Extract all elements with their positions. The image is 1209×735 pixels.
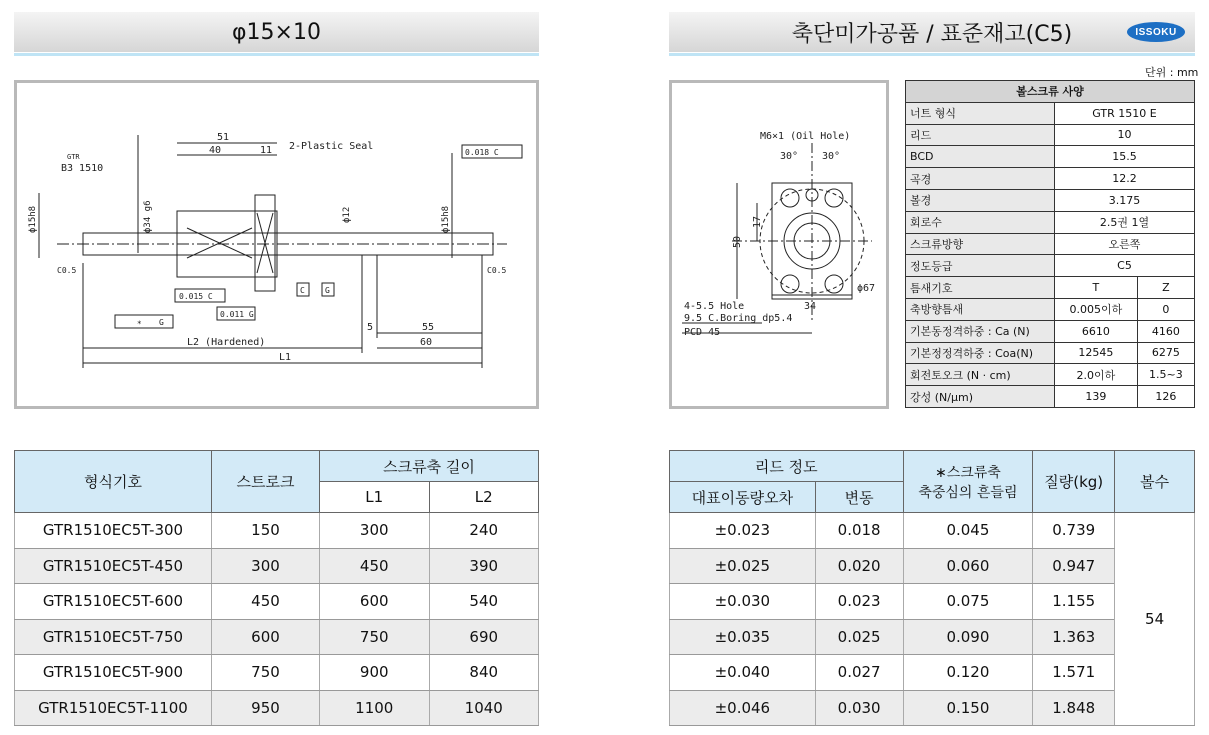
dim-l1: L1: [279, 352, 292, 363]
accuracy-cell: 1.155: [1033, 584, 1115, 620]
accuracy-cell: 0.025: [815, 619, 903, 655]
spec-value: Z: [1137, 277, 1194, 299]
spec-label: 리드: [906, 124, 1055, 146]
accuracy-cell: 0.090: [903, 619, 1033, 655]
accuracy-cell: 0.045: [903, 513, 1033, 549]
dim-60: 60: [420, 337, 433, 348]
accuracy-cell: ±0.023: [670, 513, 816, 549]
models-table: [14, 450, 539, 726]
ball-count: 54: [1115, 513, 1195, 726]
spec-value: 0: [1137, 298, 1194, 320]
spec-label: 기본동정격하중 : Ca (N): [906, 320, 1055, 342]
issoku-logo: [1127, 22, 1185, 42]
accuracy-row: [670, 513, 1195, 549]
length-header: 스크류축 길이: [320, 451, 539, 482]
flange-drawing: [669, 80, 889, 409]
title-right-text: 축단미가공품 / 표준재고(C5): [791, 21, 1073, 47]
spec-label: 볼경: [906, 189, 1055, 211]
mass-header: 질량(kg): [1033, 451, 1115, 513]
dia-15-left: ϕ15h8: [28, 205, 38, 233]
runout-c-right: 0.018 C: [465, 148, 499, 157]
accuracy-cell: ±0.046: [670, 690, 816, 726]
accuracy-cell: 0.018: [815, 513, 903, 549]
dia-15-right: ϕ15h8: [441, 205, 451, 233]
model-row: [15, 690, 539, 726]
accuracy-cell: 0.030: [815, 690, 903, 726]
model-cell: 540: [429, 584, 539, 620]
ballscrew-drawing: [14, 80, 539, 409]
model-cell: 950: [212, 690, 320, 726]
accuracy-cell: 0.947: [1033, 548, 1115, 584]
lead-header: 리드 정도: [670, 451, 904, 482]
spec-value: 3.175: [1055, 189, 1195, 211]
model-cell: GTR1510EC5T-750: [15, 619, 212, 655]
spec-label: 축방향틈새: [906, 298, 1055, 320]
accuracy-cell: 1.848: [1033, 690, 1115, 726]
spec-value: GTR 1510 E: [1055, 102, 1195, 124]
dim-40: 40: [209, 145, 222, 156]
thread-label: B3 1510: [61, 163, 104, 174]
model-cell: 840: [429, 655, 539, 691]
rep-error-header: 대표이동량오차: [670, 482, 816, 513]
model-cell: 390: [429, 548, 539, 584]
accuracy-cell: ±0.025: [670, 548, 816, 584]
accuracy-cell: 1.363: [1033, 619, 1115, 655]
spec-label: 회전토오크 (N · cm): [906, 364, 1055, 386]
spec-row: [906, 102, 1195, 124]
spec-row: [906, 298, 1195, 320]
model-cell: GTR1510EC5T-600: [15, 584, 212, 620]
spec-value: 12545: [1055, 342, 1138, 364]
dim-51: 51: [217, 132, 230, 143]
angle-left: 30°: [780, 151, 799, 162]
accuracy-cell: 0.027: [815, 655, 903, 691]
spec-label: BCD: [906, 146, 1055, 168]
model-cell: GTR1510EC5T-450: [15, 548, 212, 584]
spec-row: [906, 277, 1195, 299]
boring-label: 9.5 C.Boring dp5.4: [684, 313, 793, 324]
spec-label: 정도등급: [906, 255, 1055, 277]
spec-value: 0.005이하: [1055, 298, 1138, 320]
dia-34: ϕ34 g6: [143, 200, 153, 233]
runout-g: 0.011 G: [220, 310, 254, 319]
accuracy-cell: 0.075: [903, 584, 1033, 620]
spec-value: 2.0이하: [1055, 364, 1138, 386]
spec-row: [906, 189, 1195, 211]
spec-value: 12.2: [1055, 168, 1195, 190]
spec-value: 126: [1137, 386, 1194, 408]
model-cell: 450: [212, 584, 320, 620]
ballscrew-spec-table: [905, 80, 1195, 408]
model-cell: 1040: [429, 690, 539, 726]
model-row: [15, 619, 539, 655]
spec-label: 스크류방향: [906, 233, 1055, 255]
dim-5: 5: [367, 322, 374, 333]
variation-header: 변동: [815, 482, 903, 513]
dim-55: 55: [422, 322, 435, 333]
model-row: [15, 513, 539, 549]
accuracy-cell: ±0.040: [670, 655, 816, 691]
model-row: [15, 584, 539, 620]
accuracy-cell: 0.060: [903, 548, 1033, 584]
spec-value: C5: [1055, 255, 1195, 277]
spec-row: [906, 146, 1195, 168]
datum-g: G: [159, 318, 164, 327]
spec-row: [906, 320, 1195, 342]
spec-row: [906, 386, 1195, 408]
spec-row: [906, 364, 1195, 386]
flange-drawing-svg: [672, 83, 886, 406]
datum-g-box: G: [325, 286, 330, 295]
spec-row: [906, 255, 1195, 277]
l1-header: L1: [320, 482, 430, 513]
oil-hole-label: M6×1 (Oil Hole): [760, 131, 851, 142]
star-mark: ∗: [137, 318, 142, 327]
spec-value: 1.5~3: [1137, 364, 1194, 386]
runout-header: ∗스크류축 축중심의 흔들림: [903, 451, 1033, 513]
dia-67: ϕ67: [857, 283, 876, 294]
spec-label: 강성 (N/μm): [906, 386, 1055, 408]
angle-right: 30°: [822, 151, 841, 162]
accuracy-cell: 0.150: [903, 690, 1033, 726]
spec-value: 139: [1055, 386, 1138, 408]
model-cell: 150: [212, 513, 320, 549]
accuracy-table: [669, 450, 1195, 726]
model-cell: 600: [320, 584, 430, 620]
model-cell: 690: [429, 619, 539, 655]
spec-value: 오른쪽: [1055, 233, 1195, 255]
title-left: [14, 12, 539, 52]
model-cell: GTR1510EC5T-900: [15, 655, 212, 691]
spec-value: 15.5: [1055, 146, 1195, 168]
accuracy-cell: 0.120: [903, 655, 1033, 691]
spec-row: [906, 233, 1195, 255]
spec-row: [906, 342, 1195, 364]
datum-c-box: C: [300, 286, 305, 295]
balls-header: 볼수: [1115, 451, 1195, 513]
dim-34: 34: [804, 301, 817, 312]
stroke-header: 스트로크: [212, 451, 320, 513]
accuracy-cell: ±0.030: [670, 584, 816, 620]
model-cell: 1100: [320, 690, 430, 726]
spec-row: [906, 211, 1195, 233]
title-left-text: φ15×10: [232, 19, 321, 45]
dim-11: 11: [260, 145, 273, 156]
model-cell: 450: [320, 548, 430, 584]
accuracy-cell: 0.020: [815, 548, 903, 584]
dia-12: ϕ12: [342, 206, 352, 223]
model-cell: 600: [212, 619, 320, 655]
spec-value: 6275: [1137, 342, 1194, 364]
title-right: [669, 12, 1195, 52]
spec-value: 2.5권 1열: [1055, 211, 1195, 233]
l2-header: L2: [429, 482, 539, 513]
gtr-label: GTR: [67, 153, 80, 161]
pcd-label: PCD 45: [684, 327, 721, 338]
model-row: [15, 655, 539, 691]
runout-c: 0.015 C: [179, 292, 213, 301]
spec-header: 볼스크류 사양: [906, 81, 1195, 103]
model-cell: 750: [320, 619, 430, 655]
model-cell: 240: [429, 513, 539, 549]
accuracy-cell: 0.739: [1033, 513, 1115, 549]
spec-row: [906, 124, 1195, 146]
spec-value: 10: [1055, 124, 1195, 146]
plastic-seal-label: 2-Plastic Seal: [289, 141, 374, 152]
model-cell: 900: [320, 655, 430, 691]
model-cell: GTR1510EC5T-300: [15, 513, 212, 549]
hole-label: 4-5.5 Hole: [684, 301, 745, 312]
dim-l2: L2 (Hardened): [187, 337, 266, 348]
model-row: [15, 548, 539, 584]
chamfer-right: C0.5: [487, 266, 507, 275]
spec-label: 틈새기호: [906, 277, 1055, 299]
spec-value: 4160: [1137, 320, 1194, 342]
model-cell: 750: [212, 655, 320, 691]
dim-50: 50: [732, 235, 743, 248]
logo-text: ISSOKU: [1135, 26, 1177, 38]
chamfer-left: C0.5: [57, 266, 77, 275]
model-header: 형식기호: [15, 451, 212, 513]
spec-label: 회로수: [906, 211, 1055, 233]
ballscrew-drawing-svg: [17, 83, 536, 406]
model-cell: 300: [320, 513, 430, 549]
spec-value: 6610: [1055, 320, 1138, 342]
model-cell: 300: [212, 548, 320, 584]
model-cell: GTR1510EC5T-1100: [15, 690, 212, 726]
dim-17: 17: [752, 215, 763, 228]
accuracy-cell: ±0.035: [670, 619, 816, 655]
spec-row: [906, 168, 1195, 190]
spec-label: 기본정정격하중 : Coa(N): [906, 342, 1055, 364]
spec-label: 너트 형식: [906, 102, 1055, 124]
accuracy-cell: 0.023: [815, 584, 903, 620]
unit-label: 단위 : mm: [1145, 66, 1199, 79]
spec-value: T: [1055, 277, 1138, 299]
accuracy-cell: 1.571: [1033, 655, 1115, 691]
spec-label: 곡경: [906, 168, 1055, 190]
